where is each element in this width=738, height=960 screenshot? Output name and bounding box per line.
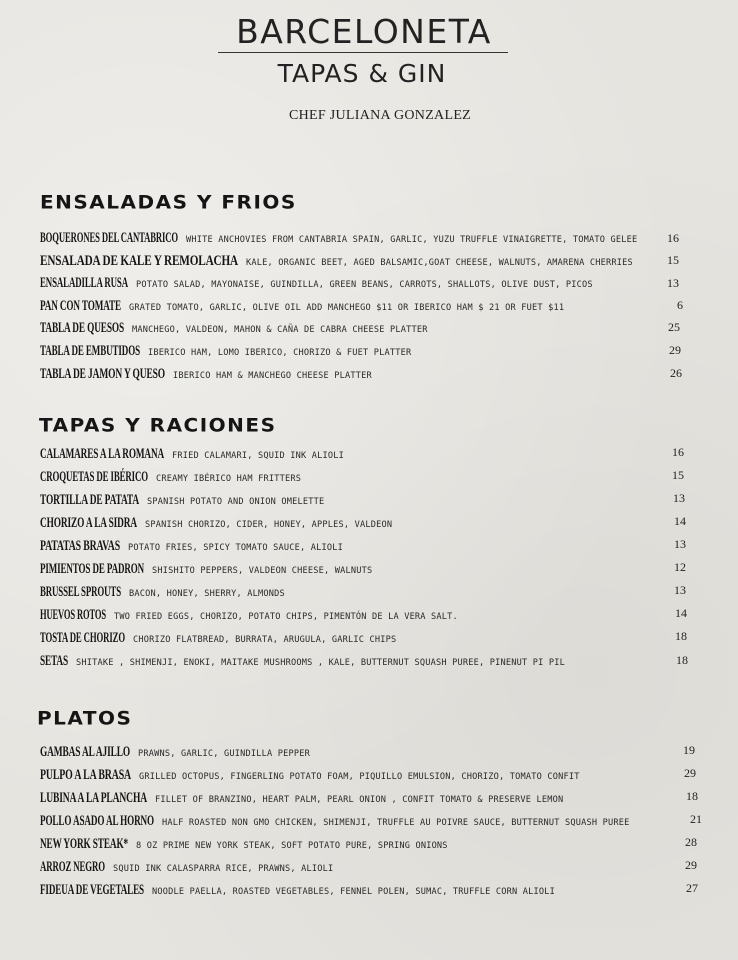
item-price: 29 — [669, 343, 681, 357]
menu-item — [40, 275, 593, 297]
item-description: SHISHITO PEPPERS, VALDEON CHEESE, WALNUTS — [152, 566, 373, 576]
item-price: 18 — [686, 789, 698, 803]
item-description: SPANISH POTATO AND ONION OMELETTE — [147, 497, 325, 507]
menu-item — [40, 584, 285, 606]
item-price: 18 — [675, 629, 687, 643]
item-price: 29 — [684, 766, 696, 780]
item-price: 13 — [673, 491, 685, 505]
item-price: 27 — [686, 881, 698, 895]
menu-item — [40, 561, 372, 583]
item-name: LUBINA A LA PLANCHA — [40, 790, 147, 806]
item-name: POLLO ASADO AL HORNO — [40, 813, 154, 829]
item-price: 28 — [685, 835, 697, 849]
item-name: NEW YORK STEAK* — [40, 836, 128, 852]
item-description: SQUID INK CALASPARRA RICE, PRAWNS, ALIOLI — [113, 864, 334, 874]
menu-item — [40, 813, 630, 835]
item-name: CHORIZO A LA SIDRA — [40, 515, 137, 531]
item-description: BACON, HONEY, SHERRY, ALMONDS — [129, 589, 285, 599]
item-price: 6 — [677, 298, 683, 312]
menu-item — [40, 538, 343, 560]
item-price: 13 — [674, 583, 686, 597]
item-price: 13 — [674, 537, 686, 551]
item-price: 26 — [670, 366, 682, 380]
item-description: CREAMY IBÉRICO HAM FRITTERS — [156, 474, 302, 484]
item-name: BRUSSEL SPROUTS — [40, 584, 121, 600]
chef-credit: CHEF JULIANA GONZALEZ — [288, 108, 472, 123]
menu-item — [40, 790, 563, 812]
item-name: ENSALADILLA RUSA — [40, 275, 128, 291]
menu-item — [40, 744, 310, 766]
menu-item — [40, 653, 565, 675]
menu-item — [40, 492, 324, 514]
menu-item — [40, 836, 448, 858]
item-price: 12 — [674, 560, 686, 574]
menu-item — [40, 320, 428, 342]
item-description: FRIED CALAMARI, SQUID INK ALIOLI — [172, 451, 344, 461]
item-price: 25 — [668, 320, 680, 334]
section-title-ensaladas: ENSALADAS Y FRIOS — [40, 190, 297, 214]
item-description: GRATED TOMATO, GARLIC, OLIVE OIL ADD MANCHEGO $11 OR IBERICO HAM $ 21 OR FUET $11 — [129, 303, 565, 313]
item-price: 16 — [672, 445, 684, 459]
item-description: NOODLE PAELLA, ROASTED VEGETABLES, FENNEL POLEN, SUMAC, TRUFFLE CORN ALIOLI — [152, 887, 556, 897]
item-name: BOQUERONES DEL CANTABRICO — [40, 230, 178, 246]
item-description: WHITE ANCHOVIES FROM CANTABRIA SPAIN, GARLIC, YUZU TRUFFLE VINAIGRETTE, TOMATO GELEE — [186, 235, 638, 245]
item-name: TABLA DE EMBUTIDOS — [40, 343, 140, 359]
item-name: TABLA DE JAMON Y QUESO — [40, 366, 165, 382]
item-description: HALF ROASTED NON GMO CHICKEN, SHIMENJI, TRUFFLE AU POIVRE SAUCE, BUTTERNUT SQUASH PUREE — [162, 818, 630, 828]
menu-item — [40, 515, 392, 537]
item-name: FIDEUA DE VEGETALES — [40, 882, 144, 898]
item-price: 21 — [690, 812, 702, 826]
item-name: TORTILLA DE PATATA — [40, 492, 139, 508]
item-description: PRAWNS, GARLIC, GUINDILLA PEPPER — [138, 749, 310, 759]
menu-item — [40, 469, 301, 491]
menu-item — [40, 343, 411, 365]
item-name: TABLA DE QUESOS — [40, 320, 124, 336]
item-description: POTATO SALAD, MAYONAISE, GUINDILLA, GREEN BEANS, CARROTS, SHALLOTS, OLIVE DUST, PICOS — [136, 280, 593, 290]
restaurant-name: BARCELONETA — [236, 12, 492, 51]
section-title-tapas: TAPAS Y RACIONES — [39, 413, 277, 437]
menu-item — [40, 366, 372, 388]
item-name: CALAMARES A LA ROMANA — [40, 446, 164, 462]
item-name: GAMBAS AL AJILLO — [40, 744, 130, 760]
item-description: TWO FRIED EGGS, CHORIZO, POTATO CHIPS, PIMENTÓN DE LA VERA SALT. — [114, 612, 458, 622]
menu-item — [40, 859, 333, 881]
item-description: KALE, ORGANIC BEET, AGED BALSAMIC,GOAT CHEESE, WALNUTS, AMARENA CHERRIES — [246, 258, 633, 268]
item-name: HUEVOS ROTOS — [40, 607, 106, 623]
menu-item — [40, 298, 564, 320]
title-underline — [218, 52, 508, 53]
menu-item — [40, 253, 633, 275]
item-name: ENSALADA DE KALE Y REMOLACHA — [40, 253, 238, 269]
item-price: 14 — [675, 606, 687, 620]
item-description: GRILLED OCTOPUS, FINGERLING POTATO FOAM, PIQUILLO EMULSION, CHORIZO, TOMATO CONFIT — [139, 772, 580, 782]
item-price: 15 — [667, 253, 679, 267]
item-name: PAN CON TOMATE — [40, 298, 121, 314]
item-description: POTATO FRIES, SPICY TOMATO SAUCE, ALIOLI — [128, 543, 343, 553]
item-name: PATATAS BRAVAS — [40, 538, 120, 554]
item-price: 15 — [672, 468, 684, 482]
item-price: 13 — [667, 276, 679, 290]
menu-item — [40, 230, 637, 252]
item-name: PIMIENTOS DE PADRON — [40, 561, 144, 577]
item-description: 8 OZ PRIME NEW YORK STEAK, SOFT POTATO PURE, SPRING ONIONS — [136, 841, 448, 851]
item-description: IBERICO HAM, LOMO IBERICO, CHORIZO & FUET PLATTER — [148, 348, 412, 358]
menu-item — [40, 767, 580, 789]
item-name: PULPO A LA BRASA — [40, 767, 131, 783]
item-name: SETAS — [40, 653, 68, 669]
menu-item — [40, 882, 555, 904]
item-name: TOSTA DE CHORIZO — [40, 630, 125, 646]
item-description: MANCHEGO, VALDEON, MAHON & CAÑA DE CABRA CHEESE PLATTER — [132, 325, 428, 335]
item-price: 19 — [683, 743, 695, 757]
item-name: ARROZ NEGRO — [40, 859, 105, 875]
menu-item — [40, 607, 458, 629]
item-description: IBERICO HAM & MANCHEGO CHEESE PLATTER — [173, 371, 372, 381]
item-price: 18 — [676, 653, 688, 667]
item-description: SPANISH CHORIZO, CIDER, HONEY, APPLES, VALDEON — [145, 520, 393, 530]
item-description: CHORIZO FLATBREAD, BURRATA, ARUGULA, GARLIC CHIPS — [133, 635, 397, 645]
item-price: 14 — [674, 514, 686, 528]
restaurant-subtitle: TAPAS & GIN — [277, 59, 447, 88]
item-price: 16 — [667, 231, 679, 245]
menu-item — [40, 630, 396, 652]
item-description: FILLET OF BRANZINO, HEART PALM, PEARL ONION , CONFIT TOMATO & PRESERVE LEMON — [155, 795, 564, 805]
section-title-platos: PLATOS — [37, 706, 133, 730]
item-description: SHITAKE , SHIMENJI, ENOKI, MAITAKE MUSHROOMS , KALE, BUTTERNUT SQUASH PUREE, PINENUT PI PIL — [76, 658, 566, 668]
item-name: CROQUETAS DE IBÉRICO — [40, 469, 148, 485]
item-price: 29 — [685, 858, 697, 872]
menu-item — [40, 446, 344, 468]
